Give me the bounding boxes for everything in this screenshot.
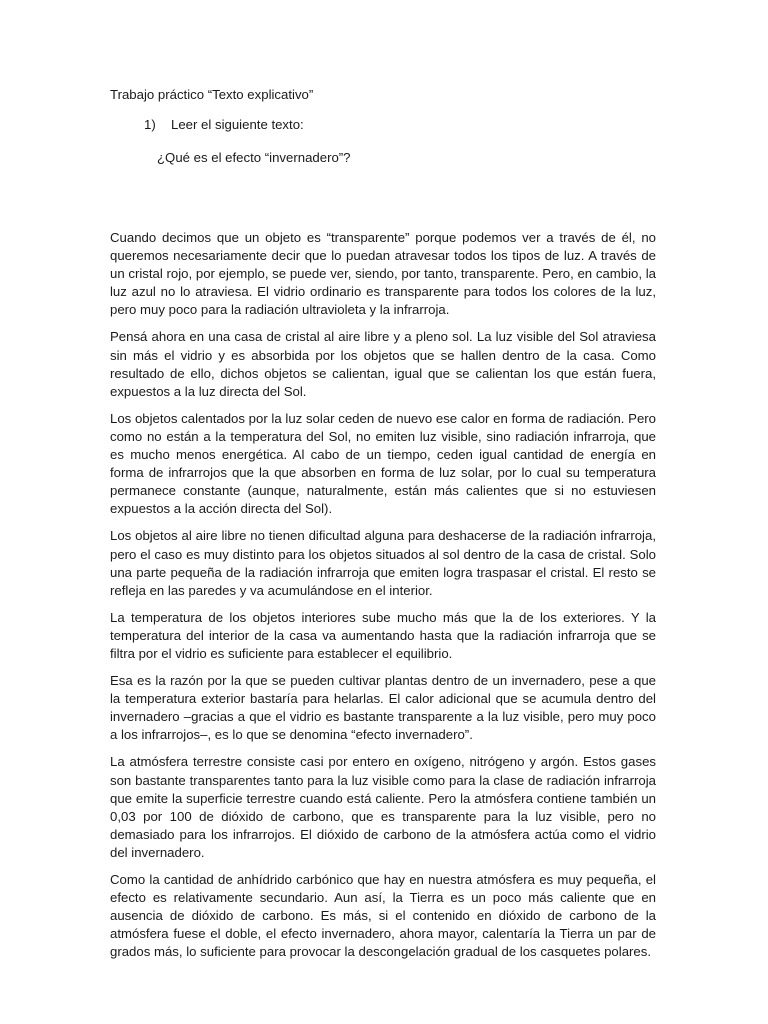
document-body [110, 229, 656, 961]
paragraph: La atmósfera terrestre consiste casi por entero en oxígeno, nitrógeno y argón. Estos gases son bastante transparentes tanto para la luz visible como para la clase de radiación infrarroja que emite la superficie terrestre cuando está caliente. Pero la atmósfera contiene también un 0,03 por 100 de dióxido de carbono, que es transparente para la luz visible, pero no demasiado para los infrarrojos. El dióxido de carbono de la atmósfera actúa como el vidrio del invernadero. [110, 754, 656, 860]
paragraph: Los objetos calentados por la luz solar ceden de nuevo ese calor en forma de radiación. Pero como no están a la temperatura del Sol, no emiten luz visible, sino radiación infrarroja, que es mucho menos energética. Al cabo de un tiempo, ceden igual cantidad de energía en forma de infrarrojos que la que absorben en forma de luz solar, por lo cual su temperatura permanece constante (aunque, naturalmente, están más calientes que si no estuviesen expuestos a la acción directa del Sol). [110, 410, 656, 517]
document-title: Trabajo práctico “Texto explicativo” [110, 87, 314, 102]
text-subtitle: ¿Qué es el efecto “invernadero”? [157, 150, 351, 165]
document-page [110, 86, 656, 970]
paragraph: Pensá ahora en una casa de cristal al aire libre y a pleno sol. La luz visible del Sol atraviesa sin más el vidrio y es absorbida por los objetos que se hallen dentro de la casa. Como resultado de ello, dichos objetos se calientan, igual que se calientan los que están fuera, expuestos a la luz directa del Sol. [110, 329, 656, 399]
instruction-number: 1) [144, 117, 156, 132]
paragraph: Cuando decimos que un objeto es “transparente” porque podemos ver a través de él, no queremos necesariamente decir que lo puedan atravesar todos los tipos de luz. A través de un cristal rojo, por ejemplo, se puede ver, siendo, por tanto, transparente. Pero, en cambio, la luz azul no lo atraviesa. El vidrio ordinario es transparente para todos los colores de la luz, pero muy poco para la radiación ultravioleta y la infrarroja. [110, 230, 656, 318]
instruction-item [110, 116, 656, 134]
paragraph: La temperatura de los objetos interiores sube mucho más que la de los exteriores. Y la temperatura del interior de la casa va aumentando hasta que la radiación infrarroja que se filtra por el vidrio es suficiente para establecer el equilibrio. [110, 609, 656, 661]
paragraph: Como la cantidad de anhídrido carbónico que hay en nuestra atmósfera es muy pequeña, el efecto es relativamente secundario. Aun así, la Tierra es un poco más caliente que en ausencia de dióxido de carbono. Es más, si el contenido en dióxido de carbono de la atmósfera fuese el doble, el efecto invernadero, ahora mayor, calentaría la Tierra un par de grados más, lo suficiente para provocar la descongelación gradual de los casquetes polares. [110, 872, 656, 960]
paragraph: Esa es la razón por la que se pueden cultivar plantas dentro de un invernadero, pese a que la temperatura exterior bastaría para helarlas. El calor adicional que se acumula dentro del invernadero –gracias a que el vidrio es bastante transparente a la luz visible, pero muy poco a los infrarrojos–, es lo que se denomina “efecto invernadero”. [110, 673, 656, 743]
paragraph: Los objetos al aire libre no tienen dificultad alguna para deshacerse de la radiación infrarroja, pero el caso es muy distinto para los objetos situados al sol dentro de la casa de cristal. Solo una parte pequeña de la radiación infrarroja que emiten logra traspasar el cristal. El resto se refleja en las paredes y va acumulándose en el interior. [110, 528, 656, 598]
instruction-text: Leer el siguiente texto: [171, 117, 304, 132]
